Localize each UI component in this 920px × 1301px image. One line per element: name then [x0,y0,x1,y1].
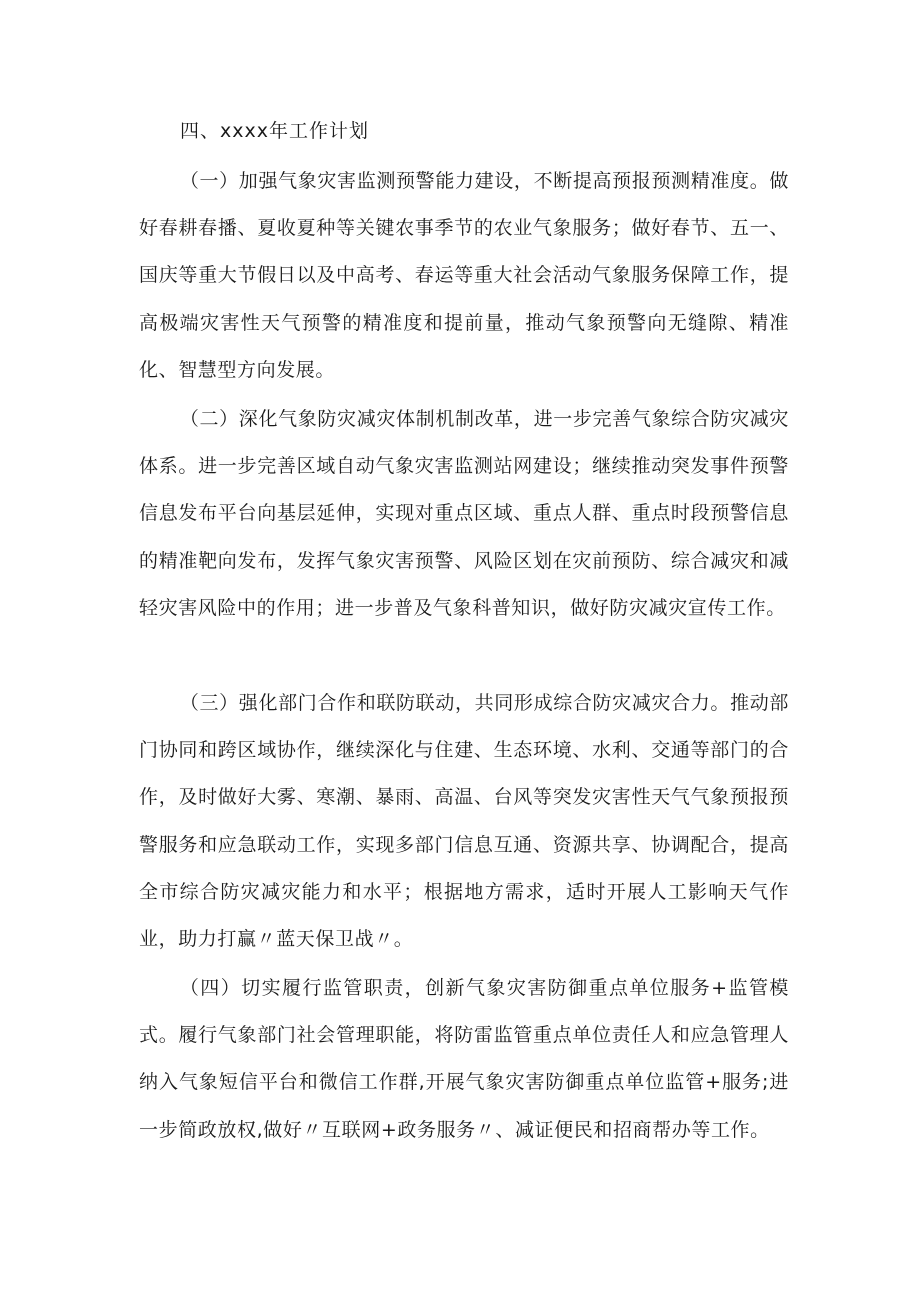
paragraph-1: （一）加强气象灾害监测预警能力建设，不断提高预报预测精准度。做好春耕春播、夏收夏种等关键农事季节的农业气象服务；做好春节、五一、国庆等重大节假日以及中高考、春运等重大社会活动气象服务保障工作，提高极端灾害性天气预警的精准度和提前量，推动气象预警向无缝隙、精准化、智慧型方向发展。 [139,170,789,381]
paragraph-3: （三）强化部门合作和联防联动，共同形成综合防灾减灾合力。推动部门协同和跨区域协作，继续深化与住建、生态环境、水利、交通等部门的合作，及时做好大雾、寒潮、暴雨、高温、台风等突发灾害性天气气象预报预警服务和应急联动工作，实现多部门信息互通、资源共享、协调配合，提高全市综合防灾减灾能力和水平；根据地方需求，适时开展人工影响天气作业，助力打赢〃蓝天保卫战〃。 [139,692,789,951]
paragraph-2: （二）深化气象防灾减灾体制机制改革，进一步完善气象综合防灾减灾体系。进一步完善区域自动气象灾害监测站网建设；继续推动突发事件预警信息发布平台向基层延伸，实现对重点区域、重点人群、重点时段预警信息的精准靶向发布，发挥气象灾害预警、风险区划在灾前预防、综合减灾和减轻灾害风险中的作用；进一步普及气象科普知识，做好防灾减灾宣传工作。 [139,408,789,619]
paragraph-4: （四）切实履行监管职责，创新气象灾害防御重点单位服务+监管模式。履行气象部门社会管理职能，将防雷监管重点单位责任人和应急管理人纳入气象短信平台和微信工作群,开展气象灾害防御重点单位监管+服务;进一步简政放权,做好〃互联网+政务服务〃、减证便民和招商帮办等工作。 [139,977,789,1141]
section-heading: 四、xxxx年工作计划 [180,120,369,142]
